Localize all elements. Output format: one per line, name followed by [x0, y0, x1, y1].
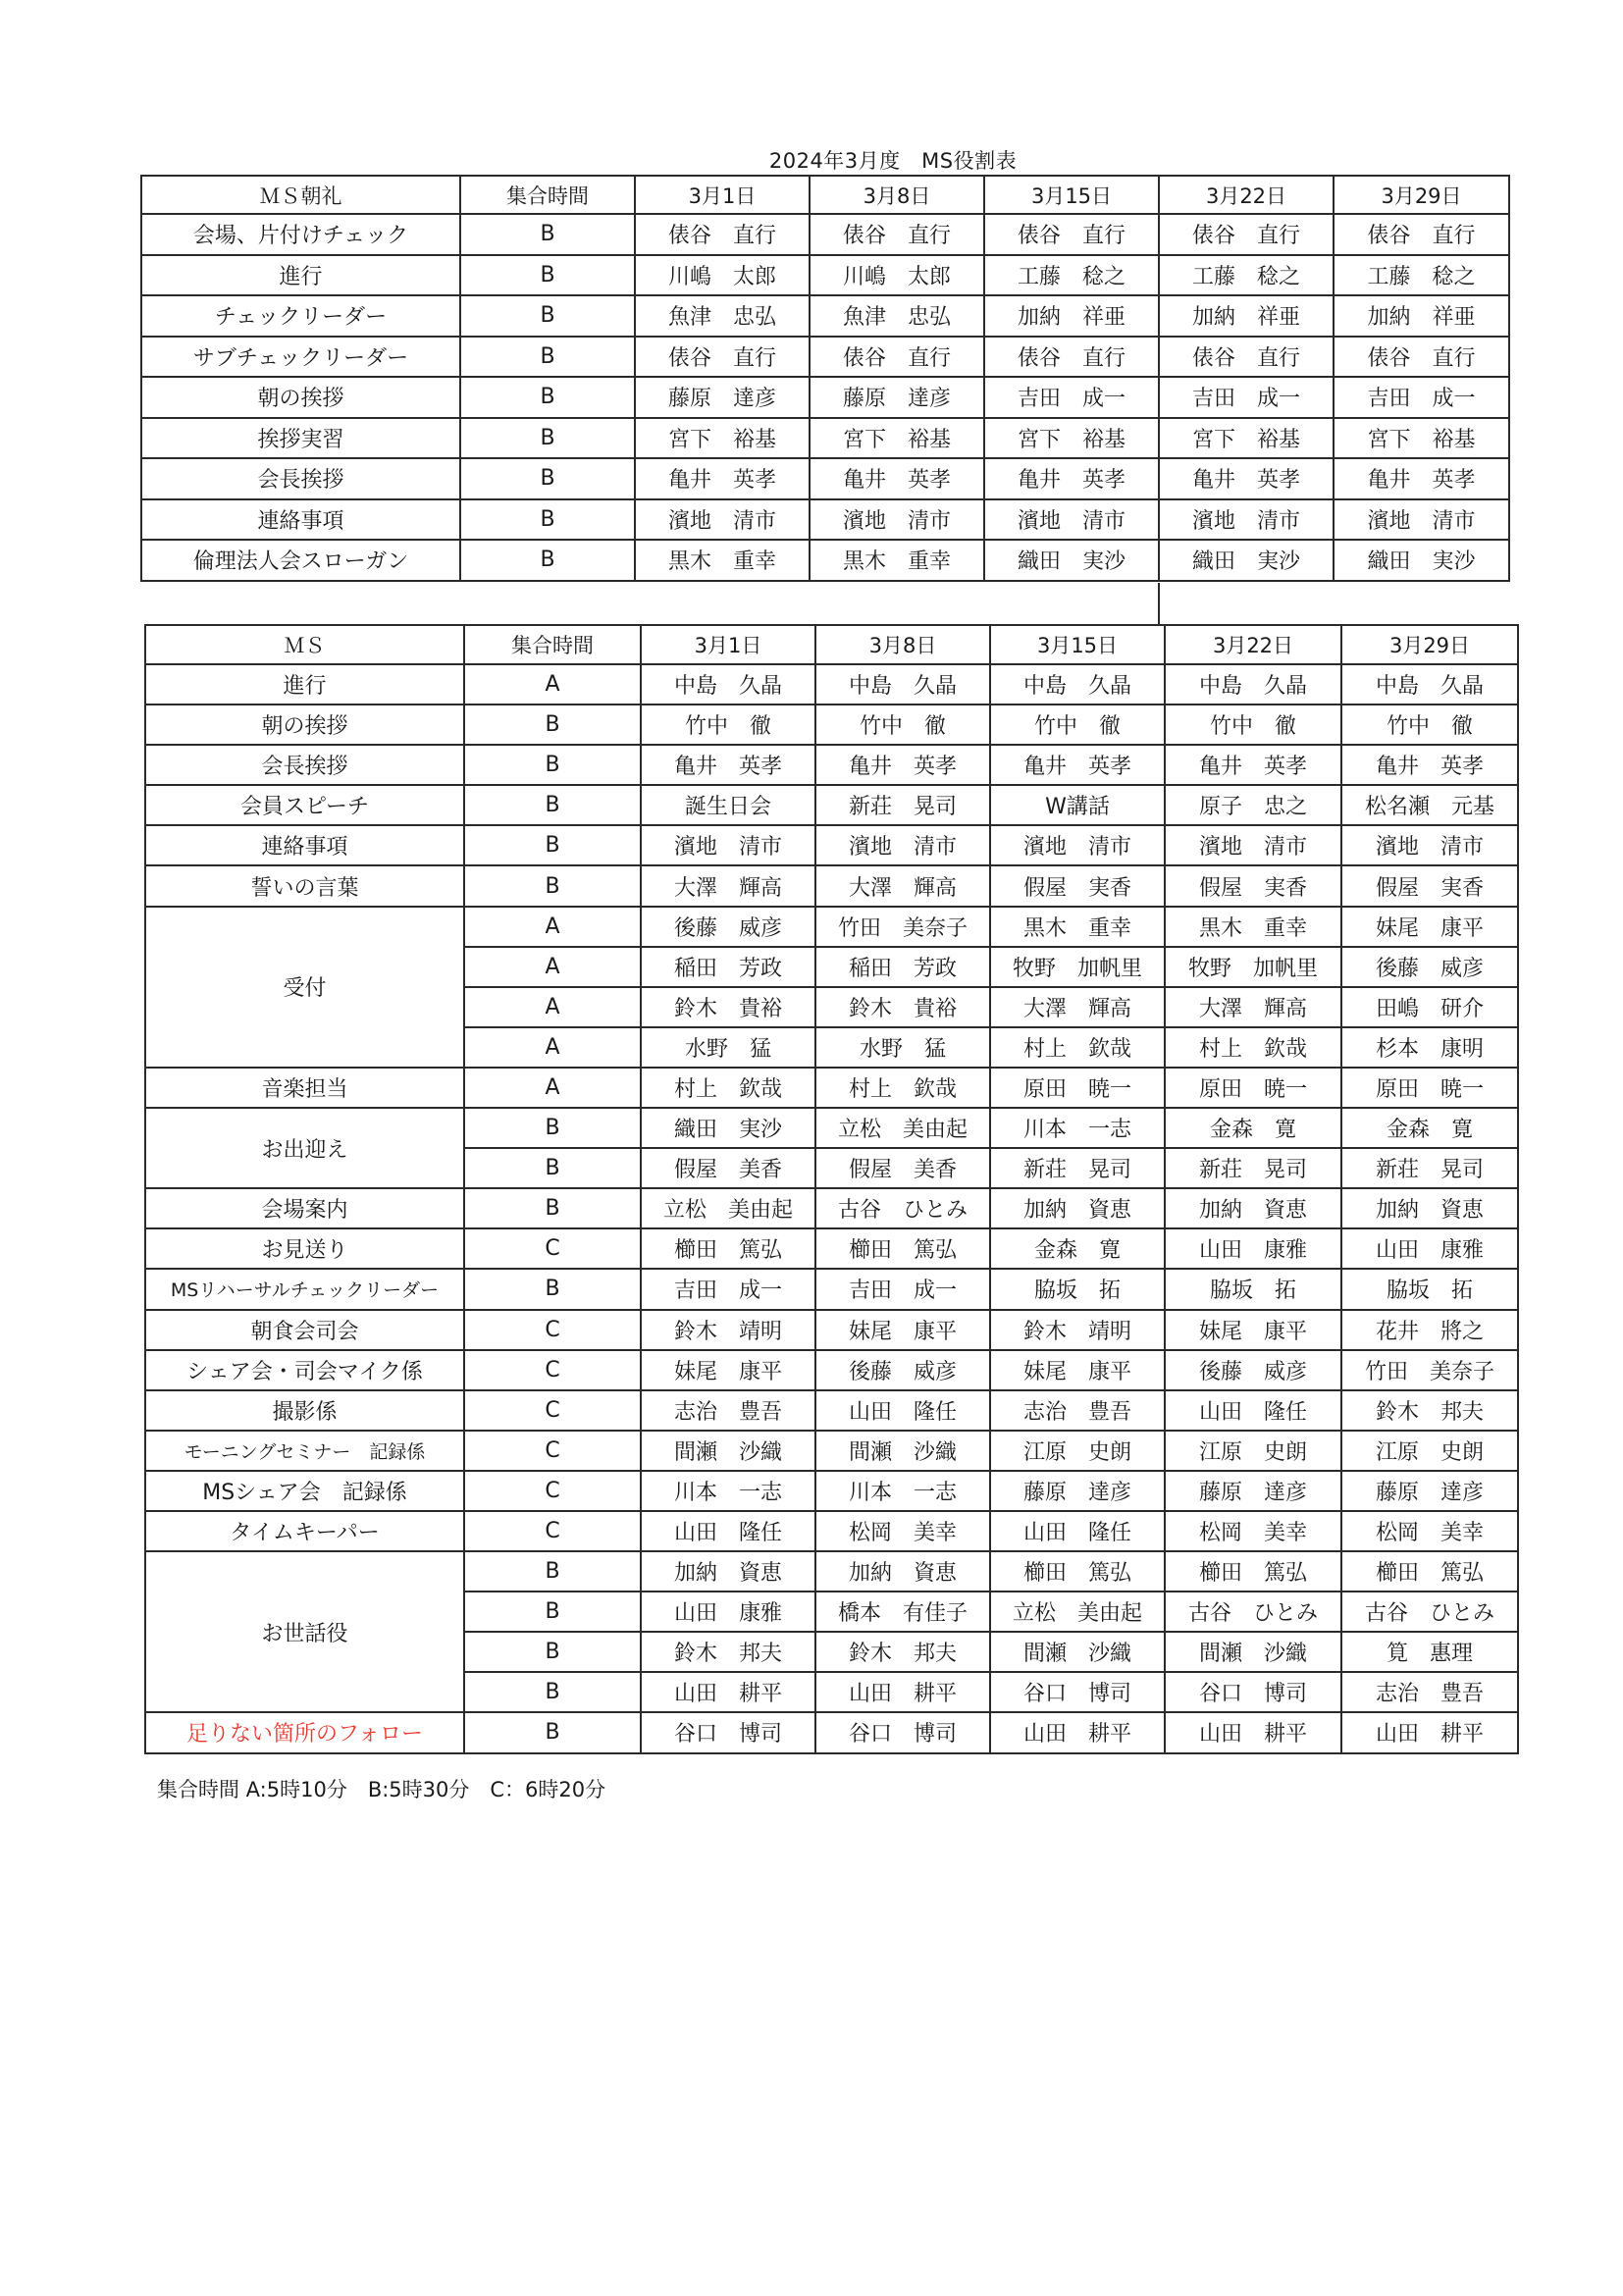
assignee-cell: 加納 祥亜: [1159, 295, 1334, 337]
assignee-cell: 亀井 英孝: [815, 745, 990, 785]
assignee-cell: 山田 隆任: [990, 1511, 1165, 1551]
assignee-cell: 鈴木 邦夫: [815, 1632, 990, 1672]
table-row: [145, 1350, 1518, 1390]
role-cell: 誓いの言葉: [145, 865, 464, 906]
assignee-cell: 原子 忠之: [1165, 785, 1341, 825]
assignee-cell: 黒木 重幸: [810, 540, 984, 581]
table-row: [145, 704, 1518, 745]
assignee-cell: 間瀬 沙織: [815, 1431, 990, 1471]
role-cell: 会長挨拶: [145, 745, 464, 785]
header-date: 3月29日: [1334, 176, 1509, 214]
gather-time-cell: B: [460, 255, 635, 296]
assignee-cell: 櫛田 篤弘: [1165, 1551, 1341, 1592]
table-row: [141, 377, 1509, 418]
assignee-cell: 俵谷 直行: [1159, 214, 1334, 255]
assignee-cell: 妹尾 康平: [1165, 1310, 1341, 1350]
assignee-cell: 竹中 徹: [815, 704, 990, 745]
assignee-cell: 濱地 清市: [810, 499, 984, 541]
assignee-cell: 江原 史朗: [1341, 1431, 1518, 1471]
assignee-cell: 後藤 威彦: [1341, 947, 1518, 987]
assignee-cell: 鈴木 靖明: [641, 1310, 815, 1350]
assignee-cell: 山田 耕平: [1165, 1712, 1341, 1752]
assignee-cell: 加納 資恵: [815, 1551, 990, 1592]
table-row: [145, 1108, 1518, 1148]
assignee-cell: 間瀬 沙織: [641, 1431, 815, 1471]
role-cell: 進行: [141, 255, 460, 296]
assignee-cell: 濱地 清市: [635, 499, 810, 541]
assignee-cell: 山田 康雅: [641, 1592, 815, 1632]
assignee-cell: 櫛田 篤弘: [641, 1228, 815, 1269]
assignee-cell: 竹中 徹: [1341, 704, 1518, 745]
assignee-cell: 櫛田 篤弘: [1341, 1551, 1518, 1592]
assignee-cell: 亀井 英孝: [635, 458, 810, 499]
assignee-cell: 宮下 裕基: [635, 418, 810, 459]
assignee-cell: 櫛田 篤弘: [815, 1228, 990, 1269]
assignee-cell: 山田 耕平: [815, 1672, 990, 1712]
assignee-cell: 田嶋 研介: [1341, 987, 1518, 1027]
gather-time-cell: B: [464, 745, 641, 785]
assignee-cell: W講話: [990, 785, 1165, 825]
assignee-cell: 吉田 成一: [1334, 377, 1509, 418]
assignee-cell: 織田 実沙: [641, 1108, 815, 1148]
assignee-cell: 中島 久晶: [1165, 664, 1341, 704]
table-row: [145, 1188, 1518, 1228]
role-cell: MSシェア会 記録係: [145, 1471, 464, 1511]
assignee-cell: 鈴木 靖明: [990, 1310, 1165, 1350]
assignee-cell: 妹尾 康平: [815, 1310, 990, 1350]
assignee-cell: 大澤 輝高: [990, 987, 1165, 1027]
assignee-cell: 松岡 美幸: [815, 1511, 990, 1551]
assignee-cell: 間瀬 沙織: [1165, 1632, 1341, 1672]
gather-time-cell: C: [464, 1390, 641, 1431]
assignee-cell: 加納 資恵: [641, 1551, 815, 1592]
assignee-cell: 俵谷 直行: [1334, 214, 1509, 255]
assignee-cell: 大澤 輝高: [1165, 987, 1341, 1027]
assignee-cell: 濱地 清市: [1334, 499, 1509, 541]
assignee-cell: 村上 欽哉: [815, 1068, 990, 1108]
gather-time-cell: B: [464, 865, 641, 906]
assignee-cell: 山田 隆任: [815, 1390, 990, 1431]
assignee-cell: 松岡 美幸: [1341, 1511, 1518, 1551]
assignee-cell: 宮下 裕基: [810, 418, 984, 459]
assignee-cell: 鈴木 邦夫: [1341, 1390, 1518, 1431]
gather-time-cell: B: [464, 1188, 641, 1228]
header-date: 3月8日: [815, 625, 990, 664]
header-date: 3月1日: [635, 176, 810, 214]
gather-time-cell: B: [460, 418, 635, 459]
role-cell: 連絡事項: [145, 825, 464, 865]
gather-time-cell: B: [460, 499, 635, 541]
gather-time-cell: B: [464, 704, 641, 745]
header-date: 3月22日: [1165, 625, 1341, 664]
assignee-cell: 俵谷 直行: [810, 214, 984, 255]
assignee-cell: 俵谷 直行: [635, 214, 810, 255]
role-cell: 受付: [145, 907, 464, 1068]
assignee-cell: 妹尾 康平: [1341, 907, 1518, 947]
role-cell: 進行: [145, 664, 464, 704]
assignee-cell: 工藤 稔之: [1334, 255, 1509, 296]
table-row: [141, 255, 1509, 296]
gather-time-cell: B: [460, 214, 635, 255]
table-row: [145, 1511, 1518, 1551]
assignee-cell: 藤原 達彦: [1165, 1471, 1341, 1511]
gather-time-cell: B: [464, 1551, 641, 1592]
assignee-cell: 大澤 輝高: [815, 865, 990, 906]
assignee-cell: 村上 欽哉: [641, 1068, 815, 1108]
gather-time-cell: B: [460, 377, 635, 418]
role-cell: 会員スピーチ: [145, 785, 464, 825]
assignee-cell: 妹尾 康平: [641, 1350, 815, 1390]
assignee-cell: 竹中 徹: [990, 704, 1165, 745]
assignee-cell: 濱地 清市: [1341, 825, 1518, 865]
assignee-cell: 立松 美由起: [990, 1592, 1165, 1632]
gather-time-cell: B: [460, 295, 635, 337]
assignee-cell: 山田 耕平: [1341, 1712, 1518, 1752]
assignee-cell: 牧野 加帆里: [990, 947, 1165, 987]
assignee-cell: 橋本 有佳子: [815, 1592, 990, 1632]
assignee-cell: 立松 美由起: [815, 1108, 990, 1148]
role-cell: MSリハーサルチェックリーダー: [145, 1269, 464, 1309]
assignee-cell: 加納 祥亜: [1334, 295, 1509, 337]
header-date: 3月15日: [990, 625, 1165, 664]
assignee-cell: 俵谷 直行: [984, 214, 1159, 255]
assignee-cell: 亀井 英孝: [641, 745, 815, 785]
assignee-cell: 鈴木 貴裕: [641, 987, 815, 1027]
assignee-cell: 山田 康雅: [1165, 1228, 1341, 1269]
role-cell: 朝食会司会: [145, 1310, 464, 1350]
header-row: [141, 176, 1509, 214]
assignee-cell: 稲田 芳政: [815, 947, 990, 987]
table-row: [145, 1431, 1518, 1471]
gather-time-cell: B: [464, 1712, 641, 1752]
assignee-cell: 櫛田 篤弘: [990, 1551, 1165, 1592]
assignee-cell: 新荘 晃司: [990, 1148, 1165, 1188]
assignee-cell: 亀井 英孝: [1341, 745, 1518, 785]
table-connector-line: [1158, 583, 1160, 624]
table-row: [145, 785, 1518, 825]
role-cell: お見送り: [145, 1228, 464, 1269]
assignee-cell: 加納 資恵: [1165, 1188, 1341, 1228]
assignee-cell: 黒木 重幸: [635, 540, 810, 581]
gather-time-cell: B: [464, 825, 641, 865]
header-role: ＭＳ: [145, 625, 464, 664]
role-cell: サブチェックリーダー: [141, 337, 460, 378]
role-cell: お出迎え: [145, 1108, 464, 1188]
gather-time-cell: C: [464, 1228, 641, 1269]
assignee-cell: 後藤 威彦: [1165, 1350, 1341, 1390]
role-cell: 音楽担当: [145, 1068, 464, 1108]
gather-time-cell: B: [464, 1108, 641, 1148]
assignee-cell: 大澤 輝高: [641, 865, 815, 906]
gather-time-cell: B: [460, 337, 635, 378]
assignee-cell: 古谷 ひとみ: [1165, 1592, 1341, 1632]
assignee-cell: 立松 美由起: [641, 1188, 815, 1228]
assignee-cell: 魚津 忠弘: [810, 295, 984, 337]
assignee-cell: 志治 豊吾: [641, 1390, 815, 1431]
assignee-cell: 原田 暁一: [1341, 1068, 1518, 1108]
assignee-cell: 吉田 成一: [641, 1269, 815, 1309]
assignee-cell: 濱地 清市: [815, 825, 990, 865]
assignee-cell: 江原 史朗: [1165, 1431, 1341, 1471]
gather-time-cell: A: [464, 907, 641, 947]
gather-time-cell: C: [464, 1431, 641, 1471]
header-date: 3月8日: [810, 176, 984, 214]
assignee-cell: 藤原 達彦: [810, 377, 984, 418]
gather-time-cell: B: [464, 1672, 641, 1712]
assignee-cell: 鈴木 邦夫: [641, 1632, 815, 1672]
assignee-cell: 川嶋 太郎: [810, 255, 984, 296]
assignee-cell: 中島 久晶: [1341, 664, 1518, 704]
assignee-cell: 鈴木 貴裕: [815, 987, 990, 1027]
assignee-cell: 亀井 英孝: [1334, 458, 1509, 499]
assignee-cell: 俵谷 直行: [984, 337, 1159, 378]
table-row: [145, 1068, 1518, 1108]
assignee-cell: 新荘 晃司: [1165, 1148, 1341, 1188]
gather-time-cell: C: [464, 1511, 641, 1551]
gather-time-cell: A: [464, 1068, 641, 1108]
assignee-cell: 川本 一志: [815, 1471, 990, 1511]
assignee-cell: 亀井 英孝: [1159, 458, 1334, 499]
role-cell: 会場案内: [145, 1188, 464, 1228]
gather-time-cell: A: [464, 664, 641, 704]
assignee-cell: 藤原 達彦: [635, 377, 810, 418]
assignee-cell: 古谷 ひとみ: [1341, 1592, 1518, 1632]
gather-time-cell: B: [464, 1592, 641, 1632]
assignee-cell: 魚津 忠弘: [635, 295, 810, 337]
table-row: [145, 1228, 1518, 1269]
role-cell: シェア会・司会マイク係: [145, 1350, 464, 1390]
assignee-cell: 中島 久晶: [641, 664, 815, 704]
assignee-cell: 加納 資恵: [990, 1188, 1165, 1228]
gather-time-cell: A: [464, 1027, 641, 1068]
role-cell: 会長挨拶: [141, 458, 460, 499]
assignee-cell: 濱地 清市: [1165, 825, 1341, 865]
assignee-cell: 工藤 稔之: [984, 255, 1159, 296]
assignee-cell: 竹田 美奈子: [815, 907, 990, 947]
assignee-cell: 谷口 博司: [641, 1712, 815, 1752]
assignee-cell: 川嶋 太郎: [635, 255, 810, 296]
assignee-cell: 古谷 ひとみ: [815, 1188, 990, 1228]
assignee-cell: 宮下 裕基: [984, 418, 1159, 459]
assignee-cell: 吉田 成一: [984, 377, 1159, 418]
assignee-cell: 川本 一志: [641, 1471, 815, 1511]
assignee-cell: 牧野 加帆里: [1165, 947, 1341, 987]
assignee-cell: 宮下 裕基: [1334, 418, 1509, 459]
assignee-cell: 山田 耕平: [990, 1712, 1165, 1752]
gather-time-cell: B: [464, 1148, 641, 1188]
assignee-cell: 金森 寛: [1341, 1108, 1518, 1148]
assignee-cell: 谷口 博司: [1165, 1672, 1341, 1712]
assignee-cell: 藤原 達彦: [990, 1471, 1165, 1511]
table-row: [141, 499, 1509, 541]
assignee-cell: 假屋 実香: [990, 865, 1165, 906]
header-date: 3月22日: [1159, 176, 1334, 214]
assignee-cell: 亀井 英孝: [990, 745, 1165, 785]
page-title: 2024年3月度 MS役割表: [768, 149, 1018, 173]
assignee-cell: 間瀬 沙織: [990, 1632, 1165, 1672]
header-date: 3月1日: [641, 625, 815, 664]
assignee-cell: 新荘 晃司: [815, 785, 990, 825]
assignee-cell: 後藤 威彦: [815, 1350, 990, 1390]
role-cell: タイムキーパー: [145, 1511, 464, 1551]
header-row: [145, 625, 1518, 664]
gather-time-cell: B: [464, 785, 641, 825]
assignee-cell: 村上 欽哉: [990, 1027, 1165, 1068]
assignee-cell: 金森 寛: [990, 1228, 1165, 1269]
assignee-cell: 志治 豊吾: [990, 1390, 1165, 1431]
assignee-cell: 志治 豊吾: [1341, 1672, 1518, 1712]
table-row: [141, 418, 1509, 459]
assignee-cell: 脇坂 拓: [990, 1269, 1165, 1309]
assignee-cell: 濱地 清市: [984, 499, 1159, 541]
header-date: 3月15日: [984, 176, 1159, 214]
table-row: [145, 1390, 1518, 1431]
table-row: [141, 295, 1509, 337]
assignee-cell: 濱地 清市: [641, 825, 815, 865]
assignee-cell: 假屋 美香: [641, 1148, 815, 1188]
assignee-cell: 筧 惠理: [1341, 1632, 1518, 1672]
gather-time-cell: C: [464, 1471, 641, 1511]
role-cell: 挨拶実習: [141, 418, 460, 459]
table-row: [145, 1269, 1518, 1309]
assignee-cell: 谷口 博司: [990, 1672, 1165, 1712]
role-cell: 会場、片付けチェック: [141, 214, 460, 255]
assignee-cell: 工藤 稔之: [1159, 255, 1334, 296]
table-row: [141, 337, 1509, 378]
assignee-cell: 亀井 英孝: [984, 458, 1159, 499]
assignee-cell: 川本 一志: [990, 1108, 1165, 1148]
header-gather-time: 集合時間: [464, 625, 641, 664]
assignee-cell: 原田 暁一: [1165, 1068, 1341, 1108]
table-row: [145, 664, 1518, 704]
table-row: [145, 1551, 1518, 1592]
header-date: 3月29日: [1341, 625, 1518, 664]
assignee-cell: 江原 史朗: [990, 1431, 1165, 1471]
table-row: [145, 907, 1518, 947]
assignee-cell: 山田 康雅: [1341, 1228, 1518, 1269]
assignee-cell: 宮下 裕基: [1159, 418, 1334, 459]
assignee-cell: 俵谷 直行: [1159, 337, 1334, 378]
assignee-cell: 織田 実沙: [1159, 540, 1334, 581]
role-cell: チェックリーダー: [141, 295, 460, 337]
role-cell: 朝の挨拶: [141, 377, 460, 418]
role-cell: お世話役: [145, 1551, 464, 1712]
assignee-cell: 谷口 博司: [815, 1712, 990, 1752]
assignee-cell: 織田 実沙: [1334, 540, 1509, 581]
assignee-cell: 亀井 英孝: [810, 458, 984, 499]
assignee-cell: 濱地 清市: [1159, 499, 1334, 541]
assignee-cell: 假屋 美香: [815, 1148, 990, 1188]
assignee-cell: 俵谷 直行: [810, 337, 984, 378]
assignee-cell: 村上 欽哉: [1165, 1027, 1341, 1068]
assignee-cell: 加納 資恵: [1341, 1188, 1518, 1228]
assignee-cell: 假屋 実香: [1341, 865, 1518, 906]
assignee-cell: 誕生日会: [641, 785, 815, 825]
ms-morning-meeting-table: [140, 175, 1510, 582]
table-row: [145, 825, 1518, 865]
assignee-cell: 吉田 成一: [1159, 377, 1334, 418]
assignee-cell: 竹田 美奈子: [1341, 1350, 1518, 1390]
assignee-cell: 後藤 威彦: [641, 907, 815, 947]
header-role: ＭＳ朝礼: [141, 176, 460, 214]
assignee-cell: 妹尾 康平: [990, 1350, 1165, 1390]
header-gather-time: 集合時間: [460, 176, 635, 214]
assignee-cell: 花井 將之: [1341, 1310, 1518, 1350]
gather-time-cell: A: [464, 987, 641, 1027]
assignee-cell: 亀井 英孝: [1165, 745, 1341, 785]
assignee-cell: 杉本 康明: [1341, 1027, 1518, 1068]
gather-time-cell: B: [464, 1269, 641, 1309]
table-row: [141, 458, 1509, 499]
role-cell: 撮影係: [145, 1390, 464, 1431]
table-row: [145, 1471, 1518, 1511]
assignee-cell: 金森 寛: [1165, 1108, 1341, 1148]
assignee-cell: 脇坂 拓: [1341, 1269, 1518, 1309]
assignee-cell: 新荘 晃司: [1341, 1148, 1518, 1188]
assignee-cell: 山田 耕平: [641, 1672, 815, 1712]
assignee-cell: 水野 猛: [641, 1027, 815, 1068]
role-cell: モーニングセミナー 記録係: [145, 1431, 464, 1471]
assignee-cell: 吉田 成一: [815, 1269, 990, 1309]
assignee-cell: 山田 隆任: [1165, 1390, 1341, 1431]
gather-time-cell: B: [460, 540, 635, 581]
assignee-cell: 松名瀬 元基: [1341, 785, 1518, 825]
assignee-cell: 黒木 重幸: [1165, 907, 1341, 947]
assignee-cell: 竹中 徹: [641, 704, 815, 745]
assignee-cell: 原田 暁一: [990, 1068, 1165, 1108]
role-cell: 倫理法人会スローガン: [141, 540, 460, 581]
assignee-cell: 中島 久晶: [815, 664, 990, 704]
assignee-cell: 俵谷 直行: [635, 337, 810, 378]
table-row: [145, 1712, 1518, 1752]
assignee-cell: 水野 猛: [815, 1027, 990, 1068]
gathering-time-legend: 集合時間 A:5時10分 B:5時30分 C：6時20分: [157, 1778, 606, 1801]
assignee-cell: 脇坂 拓: [1165, 1269, 1341, 1309]
gather-time-cell: C: [464, 1310, 641, 1350]
assignee-cell: 織田 実沙: [984, 540, 1159, 581]
assignee-cell: 俵谷 直行: [1334, 337, 1509, 378]
table-row: [141, 214, 1509, 255]
role-cell: 朝の挨拶: [145, 704, 464, 745]
assignee-cell: 中島 久晶: [990, 664, 1165, 704]
gather-time-cell: A: [464, 947, 641, 987]
gather-time-cell: B: [460, 458, 635, 499]
assignee-cell: 黒木 重幸: [990, 907, 1165, 947]
table-row: [145, 745, 1518, 785]
assignee-cell: 藤原 達彦: [1341, 1471, 1518, 1511]
role-cell: 連絡事項: [141, 499, 460, 541]
table-row: [145, 1310, 1518, 1350]
gather-time-cell: B: [464, 1632, 641, 1672]
assignee-cell: 竹中 徹: [1165, 704, 1341, 745]
table-row: [141, 540, 1509, 581]
table-row: [145, 865, 1518, 906]
role-cell: 足りない箇所のフォロー: [145, 1712, 464, 1752]
assignee-cell: 松岡 美幸: [1165, 1511, 1341, 1551]
ms-roles-table: [144, 624, 1519, 1754]
gather-time-cell: C: [464, 1350, 641, 1390]
assignee-cell: 加納 祥亜: [984, 295, 1159, 337]
assignee-cell: 山田 隆任: [641, 1511, 815, 1551]
assignee-cell: 稲田 芳政: [641, 947, 815, 987]
assignee-cell: 假屋 実香: [1165, 865, 1341, 906]
assignee-cell: 濱地 清市: [990, 825, 1165, 865]
